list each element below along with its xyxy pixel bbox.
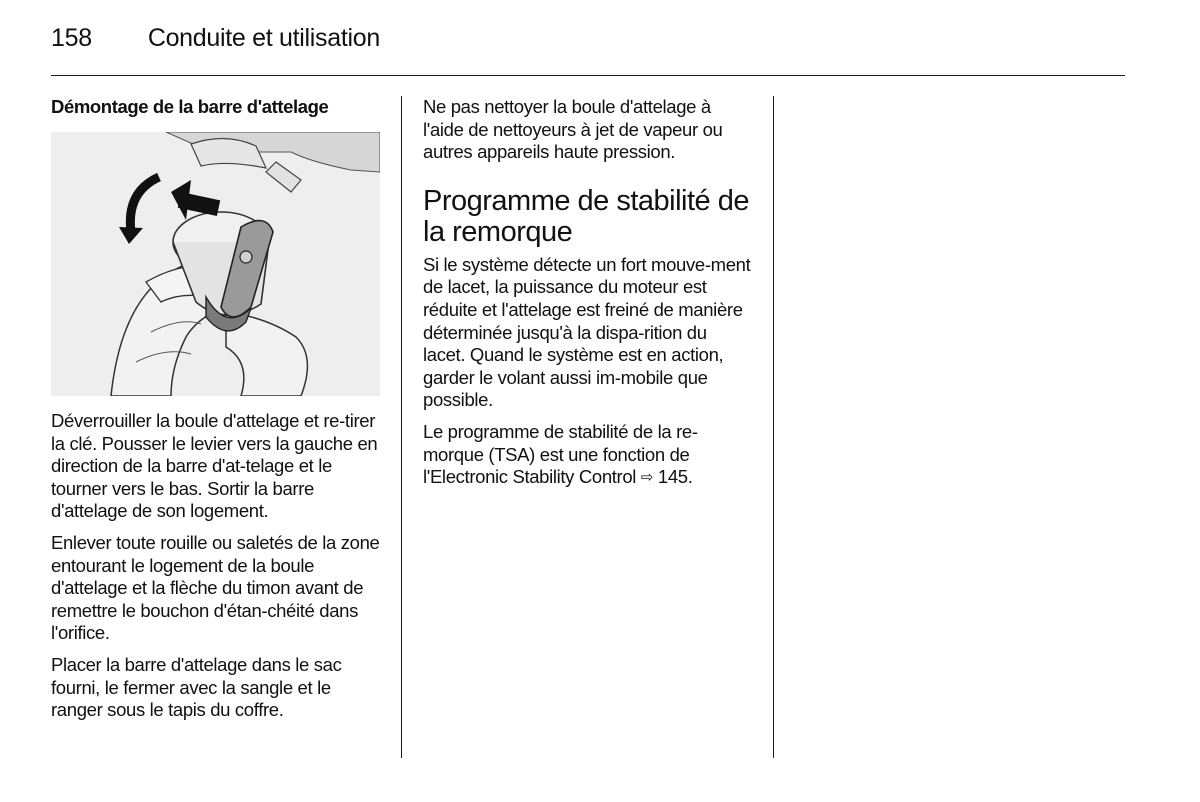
page-number: 158 — [51, 24, 92, 52]
page-header — [51, 24, 380, 60]
paragraph: Enlever toute rouille ou saletés de la zone entourant le logement de la boule d'attelage et la flèche du timon avant de remettre le bouchon d'étan-chéité dans l'orifice. — [51, 531, 380, 644]
paragraph-text: Le programme de stabilité de la re-morque (TSA) est une fonction de l'Electronic Stability Control — [423, 420, 698, 488]
cross-reference-arrow-icon: ⇨ — [640, 469, 654, 487]
paragraph: Déverrouiller la boule d'attelage et re-tirer la clé. Pousser le levier vers la gauche en direction de la barre d'at-telage et le tourner vers le bas. Sortir la barre d'attelage de son logement. — [51, 410, 378, 522]
column-divider — [401, 96, 402, 758]
section-subheading: Démontage de la barre d'attelage — [51, 96, 329, 117]
running-title: Conduite et utilisation — [147, 24, 380, 52]
column-divider — [773, 96, 774, 758]
column-left — [51, 96, 381, 731]
intro-paragraph: Ne pas nettoyer la boule d'attelage à l'aide de nettoyeurs à jet de vapeur ou autres appareils haute pression. — [423, 96, 723, 163]
paragraph: Placer la barre d'attelage dans le sac fourni, le fermer avec la sangle et le ranger sous le tapis du coffre. — [51, 653, 342, 721]
towbar-removal-illustration — [51, 132, 380, 396]
column-middle — [423, 96, 753, 500]
section-heading: Programme de stabilité de la remorque — [423, 184, 749, 248]
paragraph: Si le système détecte un fort mouve-ment de lacet, la puissance du moteur est réduite et l'attelage est freiné de manière déterminée jusqu'à la dispa-rition du lacet. Quand le système est en action, garder le volant aussi im-mobile que possible. — [423, 253, 751, 411]
page-reference-link[interactable]: 145. — [657, 466, 693, 488]
header-rule — [51, 75, 1125, 76]
paragraph-with-reference — [423, 421, 753, 491]
towbar-illustration-drawing — [51, 132, 380, 396]
